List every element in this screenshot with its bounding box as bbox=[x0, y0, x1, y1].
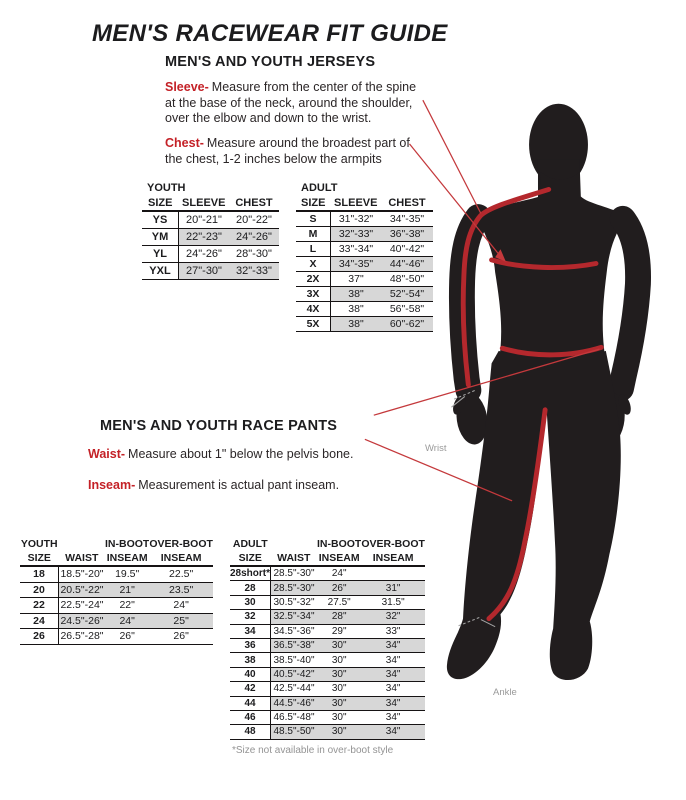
size-cell: YM bbox=[142, 229, 179, 246]
column-header: SIZE bbox=[20, 551, 59, 566]
size-cell: YS bbox=[142, 211, 179, 229]
value-cell: 24.5"-26" bbox=[60, 614, 104, 627]
value-cell: 31" bbox=[361, 581, 425, 595]
value-cell: 20.5"-22" bbox=[60, 583, 104, 596]
value-cell: 48.5"-50" bbox=[271, 725, 318, 739]
size-cell: 46 bbox=[230, 710, 271, 724]
value-cell: 52"-54" bbox=[381, 287, 433, 302]
value-cell: 26" bbox=[105, 629, 149, 645]
size-cell: 48 bbox=[230, 725, 271, 739]
value-cell: 36.5"-38" bbox=[271, 638, 318, 652]
table-row bbox=[20, 566, 213, 582]
wrist-label: Wrist bbox=[425, 443, 447, 454]
size-cell: 5X bbox=[296, 317, 331, 332]
column-header: ADULT bbox=[232, 538, 268, 550]
column-header: INSEAM bbox=[106, 552, 148, 564]
value-cell: 24" bbox=[105, 613, 149, 629]
value-cell: 60"-62" bbox=[381, 317, 433, 332]
column-header: CHEST bbox=[381, 196, 433, 211]
value-cell: 30" bbox=[317, 682, 361, 696]
size-cell: 28short* bbox=[230, 566, 271, 581]
column-header: OVER-BOOT bbox=[149, 538, 213, 550]
value-cell: 44"-46" bbox=[381, 257, 433, 272]
table-header-row bbox=[20, 537, 213, 551]
value-cell: 24" bbox=[149, 598, 213, 614]
value-cell: 30" bbox=[317, 710, 361, 724]
size-cell: 44 bbox=[230, 696, 271, 710]
size-cell: 34 bbox=[230, 624, 271, 638]
value-cell: 46.5"-48" bbox=[271, 710, 318, 724]
table-row bbox=[142, 263, 279, 280]
value-cell: 34" bbox=[361, 710, 425, 724]
column-header: WAIST bbox=[271, 551, 318, 566]
table-header-row bbox=[20, 551, 213, 566]
silhouette-torso bbox=[476, 172, 628, 374]
sleeve-term: Sleeve- bbox=[165, 80, 209, 94]
value-cell: 42.5"-44" bbox=[271, 682, 318, 696]
size-cell: 26 bbox=[20, 629, 59, 645]
waist-term: Waist- bbox=[88, 447, 126, 461]
column-header: SIZE bbox=[230, 551, 271, 566]
value-cell: 19.5" bbox=[105, 566, 149, 582]
value-cell: 30" bbox=[317, 638, 361, 652]
value-cell: 30" bbox=[317, 653, 361, 667]
value-cell: 29" bbox=[317, 624, 361, 638]
value-cell: 24" bbox=[317, 566, 361, 581]
value-cell: 30" bbox=[317, 667, 361, 681]
inseam-text: Measurement is actual pant inseam. bbox=[138, 478, 340, 492]
value-cell: 27.5" bbox=[317, 595, 361, 609]
size-cell: 36 bbox=[230, 638, 271, 652]
value-cell: 26.5"-28" bbox=[60, 630, 104, 643]
value-cell: 32"-33" bbox=[331, 227, 382, 242]
size-cell: 38 bbox=[230, 653, 271, 667]
adult-jersey-table-label: ADULT bbox=[301, 182, 338, 194]
column-header: INSEAM bbox=[318, 552, 360, 564]
value-cell: 40.5"-42" bbox=[271, 667, 318, 681]
value-cell: 18.5"-20" bbox=[59, 566, 106, 582]
value-cell: 24"-26" bbox=[179, 246, 230, 263]
column-header: OVER-BOOT bbox=[361, 538, 425, 550]
value-cell: 34" bbox=[361, 667, 425, 681]
size-cell: 40 bbox=[230, 667, 271, 681]
size-table bbox=[20, 537, 213, 645]
value-cell: 22.5"-24" bbox=[60, 599, 104, 612]
table-row bbox=[142, 246, 279, 263]
size-cell: 18 bbox=[20, 566, 59, 582]
youth-pants-size-block bbox=[20, 537, 213, 645]
value-cell: 22"-23" bbox=[179, 229, 230, 246]
column-header: IN-BOOT bbox=[105, 538, 150, 550]
value-cell: 30.5"-32" bbox=[271, 595, 318, 609]
column-header: SLEEVE bbox=[179, 196, 230, 211]
table-row bbox=[20, 629, 213, 645]
value-cell: 21" bbox=[105, 582, 149, 598]
column-header: CHEST bbox=[229, 196, 279, 211]
value-cell: 26" bbox=[317, 581, 361, 595]
ankle-label: Ankle bbox=[493, 687, 517, 698]
value-cell: 38" bbox=[331, 302, 382, 317]
fit-figure-illustration bbox=[340, 85, 686, 790]
table-row bbox=[20, 582, 213, 598]
column-header bbox=[271, 537, 318, 551]
table-row bbox=[142, 211, 279, 229]
inseam-instruction bbox=[88, 478, 368, 494]
size-cell: 30 bbox=[230, 595, 271, 609]
value-cell: 30" bbox=[317, 696, 361, 710]
column-header: INSEAM bbox=[361, 551, 425, 566]
youth-jersey-size-table bbox=[142, 196, 279, 280]
value-cell: 36"-38" bbox=[381, 227, 433, 242]
table-row bbox=[142, 229, 279, 246]
value-cell: 33" bbox=[361, 624, 425, 638]
sleeve-text: Measure from the center of the spine at the base of the neck, around the shoulder, over the elbow and down to the wrist. bbox=[165, 80, 417, 125]
value-cell: 28"-30" bbox=[229, 246, 279, 263]
value-cell: 34" bbox=[361, 653, 425, 667]
value-cell: 28" bbox=[317, 610, 361, 624]
size-cell: 3X bbox=[296, 287, 331, 302]
pants-section-heading: MEN'S AND YOUTH RACE PANTS bbox=[100, 418, 338, 434]
column-header: SIZE bbox=[142, 196, 179, 211]
value-cell: 44.5"-46" bbox=[271, 696, 318, 710]
youth-pants-size-table bbox=[20, 537, 213, 645]
youth-jersey-table-label: YOUTH bbox=[147, 182, 186, 194]
value-cell: 30" bbox=[317, 725, 361, 739]
table-row bbox=[20, 613, 213, 629]
value-cell: 33"-34" bbox=[331, 242, 382, 257]
value-cell: 32.5"-34" bbox=[271, 610, 318, 624]
size-cell: M bbox=[296, 227, 331, 242]
value-cell: 34"-35" bbox=[331, 257, 382, 272]
value-cell: 22.5" bbox=[149, 566, 213, 582]
value-cell: 25" bbox=[149, 613, 213, 629]
table-header-row bbox=[142, 196, 279, 211]
value-cell: 48"-50" bbox=[381, 272, 433, 287]
chest-term: Chest- bbox=[165, 136, 204, 150]
value-cell: 26" bbox=[149, 629, 213, 645]
waist-instruction bbox=[88, 447, 368, 463]
size-cell: 42 bbox=[230, 682, 271, 696]
value-cell: 28.5"-30" bbox=[271, 566, 318, 581]
value-cell: 20"-21" bbox=[179, 211, 230, 229]
size-cell: L bbox=[296, 242, 331, 257]
column-header: WAIST bbox=[59, 551, 106, 566]
value-cell: 34.5"-36" bbox=[271, 624, 318, 638]
column-header: YOUTH bbox=[20, 538, 58, 550]
size-cell: YL bbox=[142, 246, 179, 263]
value-cell: 28.5"-30" bbox=[271, 581, 318, 595]
value-cell: 37" bbox=[331, 272, 382, 287]
silhouette-right-arm bbox=[621, 219, 638, 389]
size-cell: YXL bbox=[142, 263, 179, 280]
size-cell: 2X bbox=[296, 272, 331, 287]
chest-text: Measure around the broadest part of the chest, 1-2 inches below the armpits bbox=[165, 136, 410, 166]
page-title: MEN'S RACEWEAR FIT GUIDE bbox=[92, 20, 448, 47]
value-cell: 34"-35" bbox=[381, 211, 433, 227]
value-cell: 38" bbox=[331, 317, 382, 332]
column-header: SLEEVE bbox=[331, 196, 382, 211]
value-cell: 24"-26" bbox=[229, 229, 279, 246]
size-cell: 4X bbox=[296, 302, 331, 317]
size-cell: 20 bbox=[20, 582, 59, 598]
value-cell: 31.5" bbox=[361, 595, 425, 609]
value-cell: 27"-30" bbox=[179, 263, 230, 280]
size-footnote: *Size not available in over-boot style bbox=[232, 745, 394, 756]
column-header: SIZE bbox=[296, 196, 331, 211]
value-cell: 38" bbox=[331, 287, 382, 302]
size-cell: 28 bbox=[230, 581, 271, 595]
column-header: INSEAM bbox=[149, 551, 213, 566]
size-cell: 24 bbox=[20, 613, 59, 629]
value-cell: 20"-22" bbox=[229, 211, 279, 229]
value-cell: 40"-42" bbox=[381, 242, 433, 257]
value-cell: 38.5"-40" bbox=[271, 653, 318, 667]
youth-jersey-size-block bbox=[142, 182, 279, 280]
size-cell: X bbox=[296, 257, 331, 272]
size-table bbox=[142, 196, 279, 280]
value-cell: 32" bbox=[361, 610, 425, 624]
size-cell: 22 bbox=[20, 598, 59, 614]
size-cell: S bbox=[296, 211, 331, 227]
value-cell: 31"-32" bbox=[331, 211, 382, 227]
column-header: IN-BOOT bbox=[317, 538, 362, 550]
table-row bbox=[20, 598, 213, 614]
value-cell: 34" bbox=[361, 725, 425, 739]
value-cell: 23.5" bbox=[149, 582, 213, 598]
column-header bbox=[59, 537, 106, 551]
value-cell: 32"-33" bbox=[229, 263, 279, 280]
value-cell: 34" bbox=[361, 682, 425, 696]
value-cell: 22" bbox=[105, 598, 149, 614]
value-cell: 34" bbox=[361, 638, 425, 652]
value-cell: 56"-58" bbox=[381, 302, 433, 317]
inseam-term: Inseam- bbox=[88, 478, 136, 492]
value-cell: 34" bbox=[361, 696, 425, 710]
jerseys-section-heading: MEN'S AND YOUTH JERSEYS bbox=[165, 54, 376, 70]
waist-text: Measure about 1" below the pelvis bone. bbox=[128, 447, 354, 461]
size-cell: 32 bbox=[230, 610, 271, 624]
